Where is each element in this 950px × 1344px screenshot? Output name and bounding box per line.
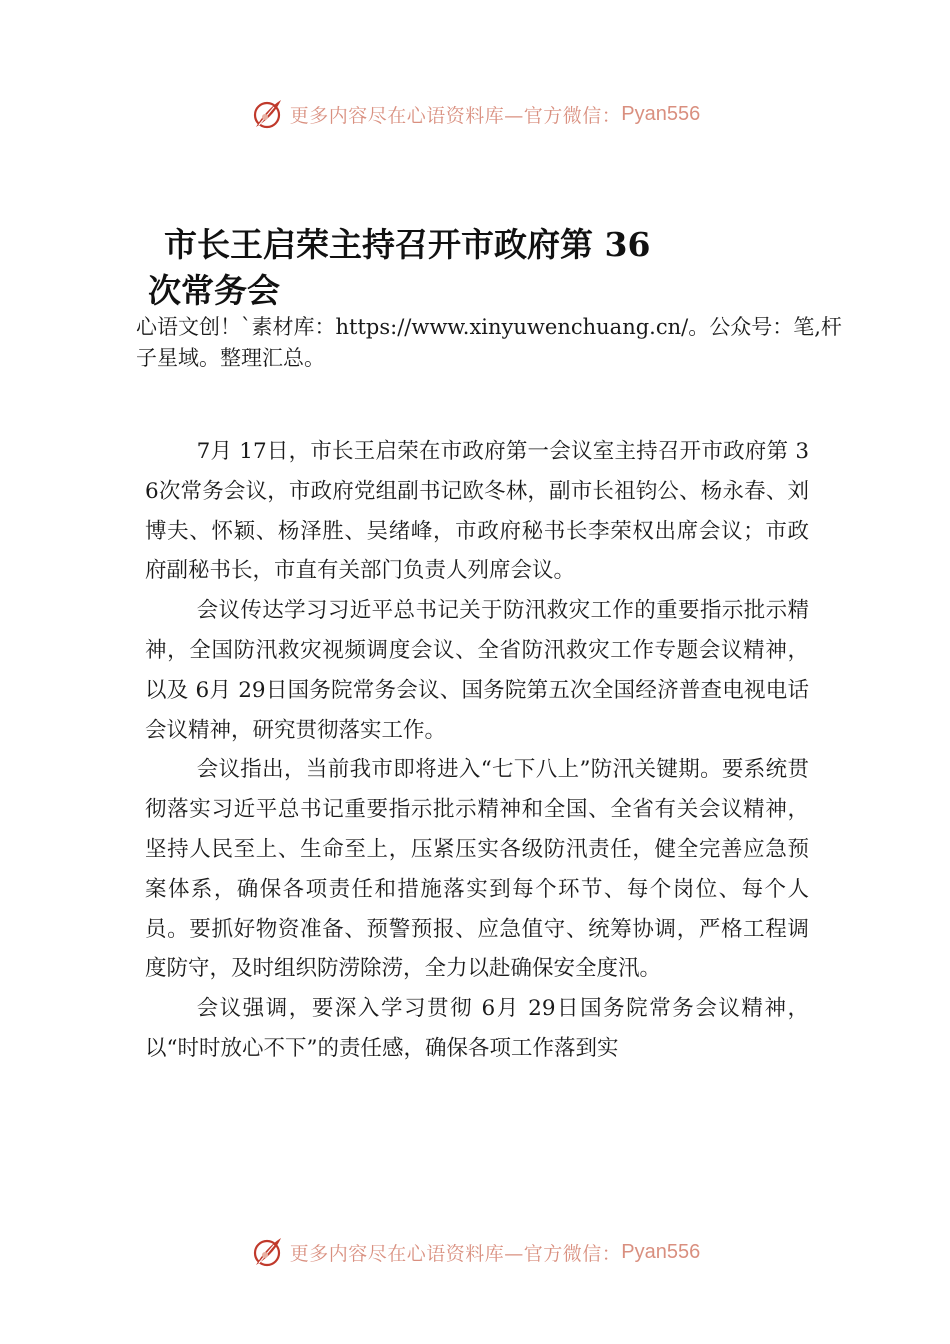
watermark-wechat-id: Pyan556	[621, 1240, 701, 1263]
feather-pen-logo-icon	[250, 1235, 284, 1269]
source-note: 心语文创！`素材库：https://www.xinyuwenchuang.cn/。公众号：笔,杆子星域。整理汇总。	[136, 315, 842, 370]
watermark-text: 更多内容尽在心语资料库—官方微信：	[289, 1242, 622, 1265]
document-title-line-2: 次常务会	[148, 271, 280, 310]
document-title	[148, 222, 708, 314]
document-body	[145, 432, 809, 1069]
paragraph: 会议强调，要深入学习贯彻 6月 29日国务院常务会议精神，以“时时放心不下”的责任感，确保各项工作落到实	[145, 996, 809, 1061]
paragraph: 会议传达学习习近平总书记关于防汛救灾工作的重要指示批示精神，全国防汛救灾视频调度会议、全省防汛救灾工作专题会议精神，以及 6月 29日国务院常务会议、国务院第五次全国经济普查电视电话会议精神，研究贯彻落实工作。	[145, 598, 809, 743]
watermark-text: 更多内容尽在心语资料库—官方微信：	[289, 104, 622, 127]
header-watermark	[0, 94, 950, 134]
paragraph: 7月 17日，市长王启荣在市政府第一会议室主持召开市政府第 36次常务会议，市政府党组副书记欧冬林，副市长祖钧公、杨永春、刘博夫、怀颖、杨泽胜、吴绪峰，市政府秘书长李荣权出席会议；市政府副秘书长，市直有关部门负责人列席会议。	[145, 439, 809, 584]
watermark-wechat-id: Pyan556	[621, 102, 701, 125]
feather-pen-logo-icon	[250, 97, 284, 131]
document-title-line-1: 市长王启荣主持召开市政府第 36	[164, 225, 651, 264]
footer-watermark	[0, 1232, 950, 1272]
paragraph: 会议指出，当前我市即将进入“七下八上”防汛关键期。要系统贯彻落实习近平总书记重要指示批示精神和全国、全省有关会议精神，坚持人民至上、生命至上，压紧压实各级防汛责任，健全完善应急预案体系，确保各项责任和措施落实到每个环节、每个岗位、每个人员。要抓好物资准备、预警预报、应急值守、统筹协调，严格工程调度防守，及时组织防涝除涝，全力以赴确保安全度汛。	[145, 757, 809, 982]
